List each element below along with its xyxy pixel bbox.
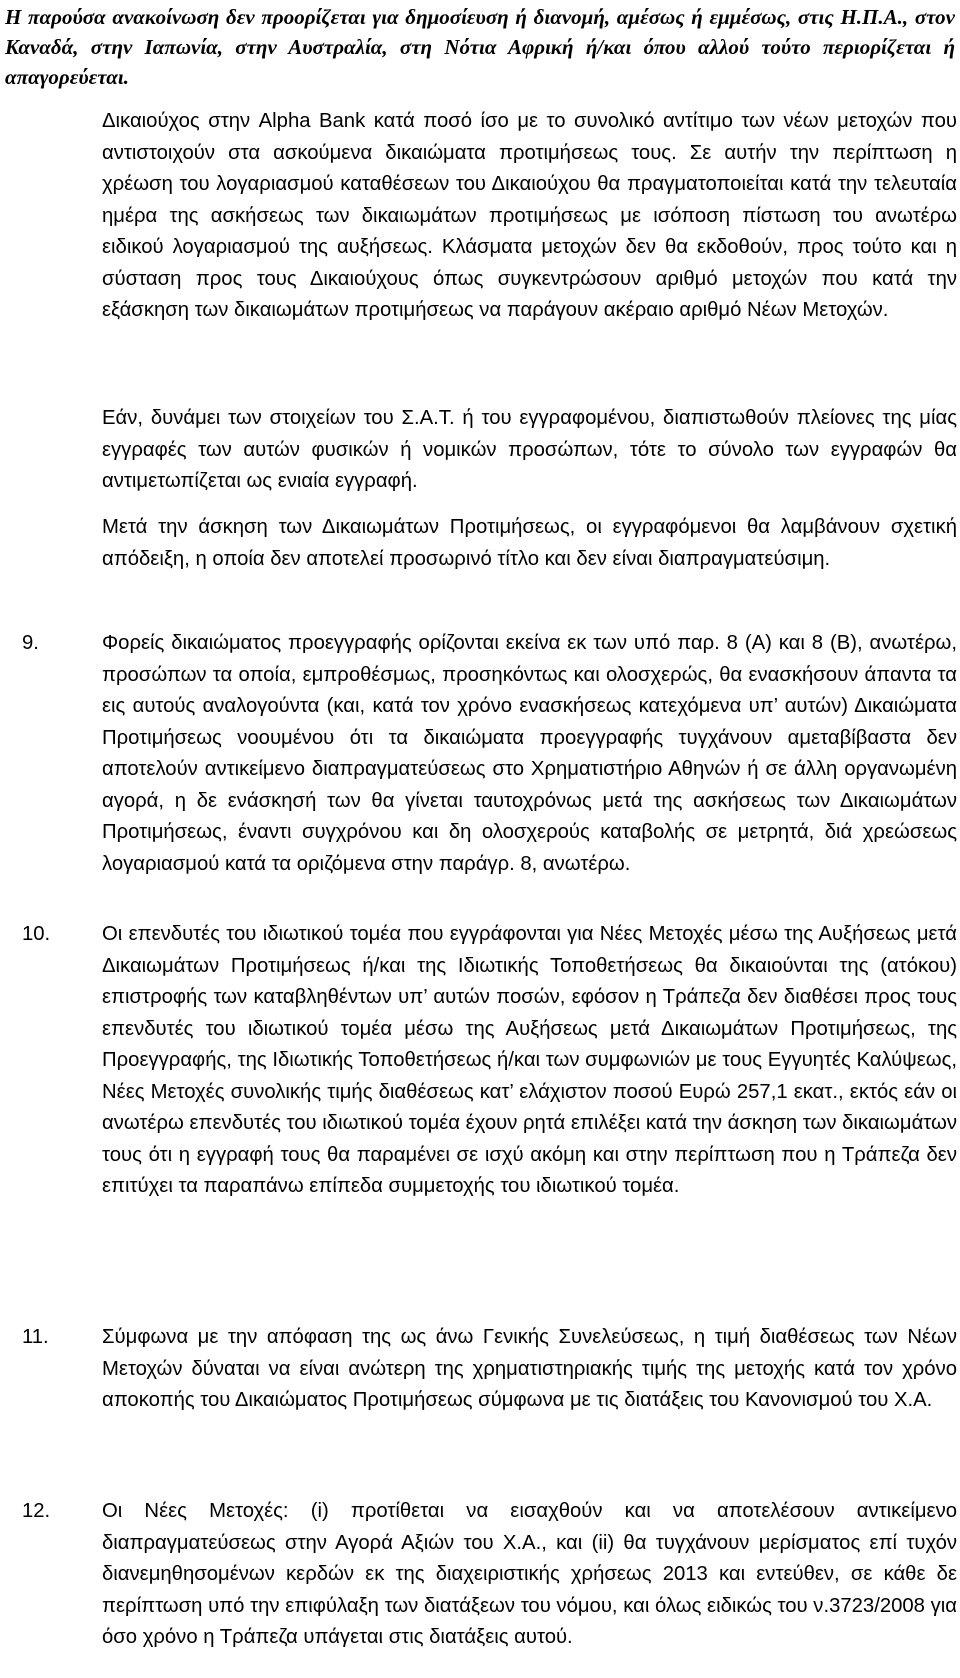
- item-number: 10.: [22, 923, 51, 945]
- numbered-item-9: [22, 628, 957, 880]
- paragraph-duplicate-subscriptions: Εάν, δυνάμει των στοιχείων του Σ.Α.Τ. ή του εγγραφομένου, διαπιστωθούν πλείονες της μίας εγγραφές των αυτών φυσικών ή νομικών προσώπων, τότε το σύνολο των εγγραφών θα αντιμετωπίζεται ως ενιαία εγγραφή.: [102, 407, 957, 492]
- numbered-item-12: [22, 1496, 957, 1654]
- item-number: 9.: [22, 632, 39, 654]
- item-number: 11.: [22, 1326, 49, 1348]
- item-text: Σύμφωνα με την απόφαση της ως άνω Γενικής Συνελεύσεως, η τιμή διαθέσεως των Νέων Μετοχών δύναται να είναι ανώτερη της χρηματιστηριακής τιμής της μετοχής κατά τον χρόνο αποκοπής του Δικαιώματος Προτιμήσεως σύμφωνα με τις διατάξεις του Κανονισμού του Χ.Α.: [102, 1326, 957, 1411]
- item-number: 12.: [22, 1500, 51, 1522]
- paragraph-subscription-debit: Δικαιούχος στην Alpha Bank κατά ποσό ίσο με το συνολικό αντίτιμο των νέων μετοχών που αντιστοιχούν στα ασκούμενα δικαιώματα προτιμήσεως τους. Σε αυτήν την περίπτωση η χρέωση του λογαριασμού καταθέσεων του Δικαιούχου θα πραγματοποιείται κατά την τελευταία ημέρα της ασκήσεως των δικαιωμάτων προτιμήσεως με ισόποση πίστωση του ανωτέρω ειδικού λογαριασμού της αυξήσεως. Κλάσματα μετοχών δεν θα εκδοθούν, προς τούτο και η σύσταση προς τους Δικαιούχους όπως συγκεντρώσουν αριθμό μετοχών που κατά την εξάσκηση των δικαιωμάτων προτιμήσεως να παράγουν ακέραιο αριθμό Νέων Μετοχών.: [102, 110, 957, 321]
- numbered-item-11: [22, 1322, 957, 1417]
- numbered-item-10: [22, 919, 957, 1203]
- paragraph-subscription-receipt: Μετά την άσκηση των Δικαιωμάτων Προτιμήσεως, οι εγγραφόμενοι θα λαμβάνουν σχετική απόδειξη, η οποία δεν αποτελεί προσωρινό τίτλο και δεν είναι διαπραγματεύσιμη.: [102, 516, 957, 570]
- distribution-disclaimer: Η παρούσα ανακοίνωση δεν προορίζεται για δημοσίευση ή διανομή, αμέσως ή εμμέσως, στις Η.Π.Α., στον Καναδά, στην Ιαπωνία, στην Αυστραλία, στη Νότια Αφρική ή/και όπου αλλού τούτο περιορίζεται ή απαγορεύεται.: [5, 5, 955, 89]
- item-text: Οι Νέες Μετοχές: (i) προτίθεται να εισαχθούν και να αποτελέσουν αντικείμενο διαπραγματεύσεως στην Αγορά Αξιών του Χ.Α., και (ii) θα τυγχάνουν μερίσματος επί τυχόν διανεμηθησομένων κερδών εκ της διαχειριστικής χρήσεως 2013 και εντεύθεν, σε κάθε δε περίπτωση υπό την επιφύλαξη των διατάξεων του νόμου, και όλως ειδικώς του ν.3723/2008 για όσο χρόνο η Τράπεζα υπάγεται στις διατάξεις αυτού.: [102, 1500, 957, 1648]
- item-text: Οι επενδυτές του ιδιωτικού τομέα που εγγράφονται για Νέες Μετοχές μέσω της Αυξήσεως μετά Δικαιωμάτων Προτιμήσεως ή/και της Ιδιωτικής Τοποθετήσεως θα δικαιούνται της (ατόκου) επιστροφής των καταβληθέντων υπ’ αυτών ποσών, εφόσον η Τράπεζα δεν διαθέσει προς τους επενδυτές του ιδιωτικού τομέα μέσω της Αυξήσεως μετά Δικαιωμάτων Προτιμήσεως, της Προεγγραφής, της Ιδιωτικής Τοποθετήσεως ή/και των συμφωνιών με τους Εγγυητές Καλύψεως, Νέες Μετοχές συνολικής τιμής διαθέσεως κατ’ ελάχιστον ποσού Ευρώ 257,1 εκατ., εκτός εάν οι ανωτέρω επενδυτές του ιδιωτικού τομέα έχουν ρητά επιλέξει κατά την άσκηση των δικαιωμάτων τους ότι η εγγραφή τους θα παραμένει σε ισχύ ακόμη και στην περίπτωση που η Τράπεζα δεν επιτύχει τα παραπάνω επίπεδα συμμετοχής του ιδιωτικού τομέα.: [102, 923, 957, 1197]
- item-text: Φορείς δικαιώματος προεγγραφής ορίζονται εκείνα εκ των υπό παρ. 8 (Α) και 8 (Β), ανωτέρω, προσώπων τα οποία, εμπροθέσμως, προσηκόντως και ολοσχερώς, θα ενασκήσουν άπαντα τα εις αυτούς αναλογούντα (και, κατά τον χρόνο ενασκήσεως κατεχόμενα υπ’ αυτών) Δικαιώματα Προτιμήσεως νοουμένου ότι τα δικαιώματα προεγγραφής τυγχάνουν αμεταβίβαστα δεν αποτελούν αντικείμενο διαπραγματεύσεως στο Χρηματιστήριο Αθηνών ή σε άλλη οργανωμένη αγορά, η δε ενάσκησή των θα γίνεται ταυτοχρόνως μετά της ασκήσεως των Δικαιωμάτων Προτιμήσεως, έναντι συγχρόνου και δη ολοσχερούς καταβολής σε μετρητά, διά χρεώσεως λογαριασμού κατά τα οριζόμενα στην παράγρ. 8, ανωτέρω.: [102, 632, 957, 875]
